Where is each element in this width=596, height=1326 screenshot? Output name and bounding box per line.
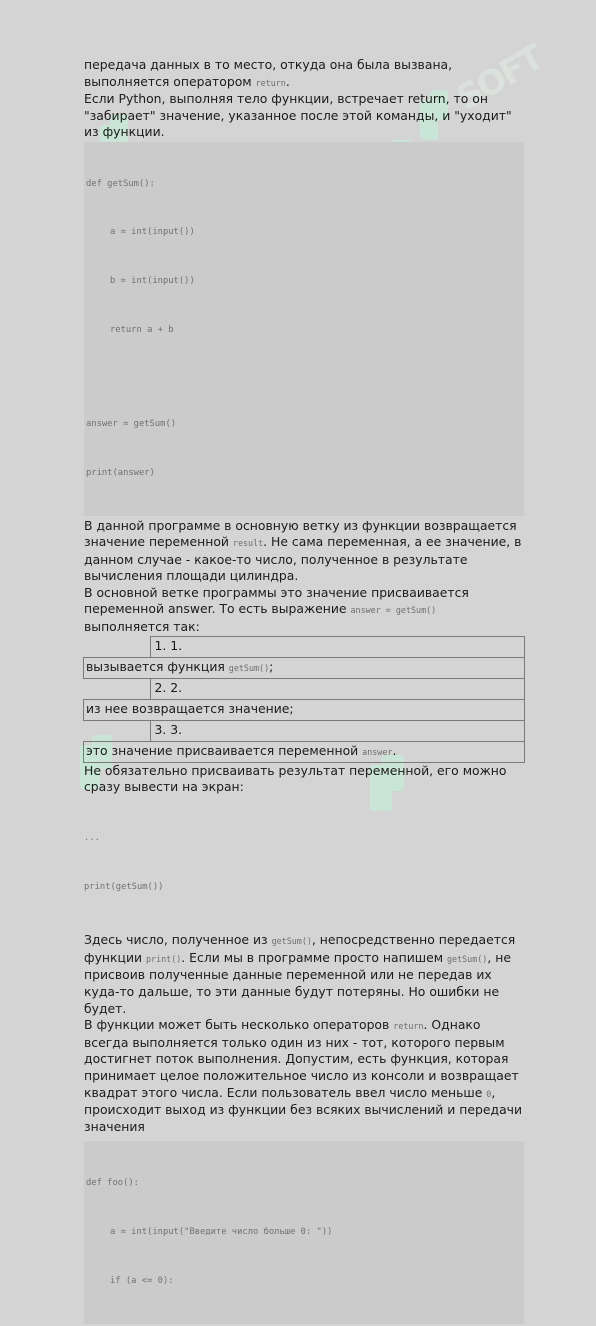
paragraph: Если Python, выполняя тело функции, встречает return, то он "забирает" значение, указанное после этой команды, и "уходит" из функции. [84, 91, 512, 140]
step-number: 1. 1. [150, 636, 525, 657]
inline-code: getSum() [271, 936, 312, 947]
code-line: a = int(input("Введите число больше 0: ")) [110, 1226, 333, 1237]
inline-code: answer = getSum() [350, 605, 437, 616]
code-line: print(answer) [86, 467, 155, 478]
table-cell-empty [84, 720, 151, 741]
paragraph: В данной программе в основную ветку из функции возвращается значение переменной result. Не сама переменная, а ее значение, в данном случае - какое-то число, полученное в результате вычисления площади цилиндра. [84, 517, 522, 584]
step-number: 2. 2. [150, 678, 525, 699]
paragraph: передача данных в то место, откуда она была вызвана, выполняется оператором return. [84, 57, 453, 89]
paragraph: В основной ветке программы это значение присваивается переменной answer. То есть выражение answer = getSum() выполняется так: [84, 584, 469, 635]
code-line: ... [84, 833, 100, 844]
table-row [84, 678, 525, 699]
step-text: вызывается функция getSum(); [84, 657, 525, 678]
inline-code: result [232, 538, 264, 549]
inline-code: getSum() [447, 953, 488, 964]
code-line: a = int(input()) [110, 227, 195, 238]
code-line: def foo(): [86, 1177, 139, 1188]
inline-code: 0 [486, 1088, 492, 1099]
inline-code: answer [362, 746, 393, 757]
table-row [84, 636, 525, 657]
table-row [84, 741, 525, 762]
watermark-text: SOFT [450, 38, 550, 119]
table-row [84, 657, 525, 678]
code-line: answer = getSum() [86, 418, 177, 429]
code-line: if (a <= 0): [110, 1275, 174, 1286]
inline-code: print() [146, 953, 182, 964]
table-row [84, 699, 525, 720]
code-line: print(getSum()) [84, 882, 164, 893]
code-line: b = int(input()) [110, 276, 195, 287]
inline-code: getSum() [228, 662, 270, 673]
table-row [84, 720, 525, 741]
table-cell-empty [84, 636, 151, 657]
table-cell-empty [84, 678, 151, 699]
inline-code: return [255, 77, 286, 88]
code-line: def getSum(): [86, 178, 155, 189]
step-number: 3. 3. [150, 720, 525, 741]
code-block [84, 142, 524, 516]
step-text: это значение присваивается переменной answer. [84, 741, 525, 762]
inline-code: return [393, 1021, 424, 1032]
paragraph: Здесь число, полученное из getSum(), непосредственно передается функции print(). Если мы в программе просто напишем getSum(), не присвоив полученные данные переменной или не передав их куда-то дальше, то эти данные будут потеряны. Но ошибки не будет. [84, 932, 516, 1016]
paragraph: Не обязательно присваивать результат переменной, его можно сразу вывести на экран: [84, 762, 507, 795]
step-text: из нее возвращается значение; [84, 699, 525, 720]
code-block [84, 797, 524, 930]
code-blank-line [86, 371, 524, 383]
paragraph: В функции может быть несколько операторов return. Однако всегда выполняется только один из них - тот, которого первым достигнет поток выполнения. Допустим, есть функция, которая принимает целое положительное число из консоли и возвращает квадрат этого числа. Если пользователь ввел число меньше 0, происходит выход из функции без всяких вычислений и передачи значения [84, 1017, 523, 1134]
code-block [84, 1141, 524, 1323]
document-body [84, 57, 524, 1326]
code-line: return a + b [110, 325, 174, 336]
steps-table [83, 636, 525, 763]
